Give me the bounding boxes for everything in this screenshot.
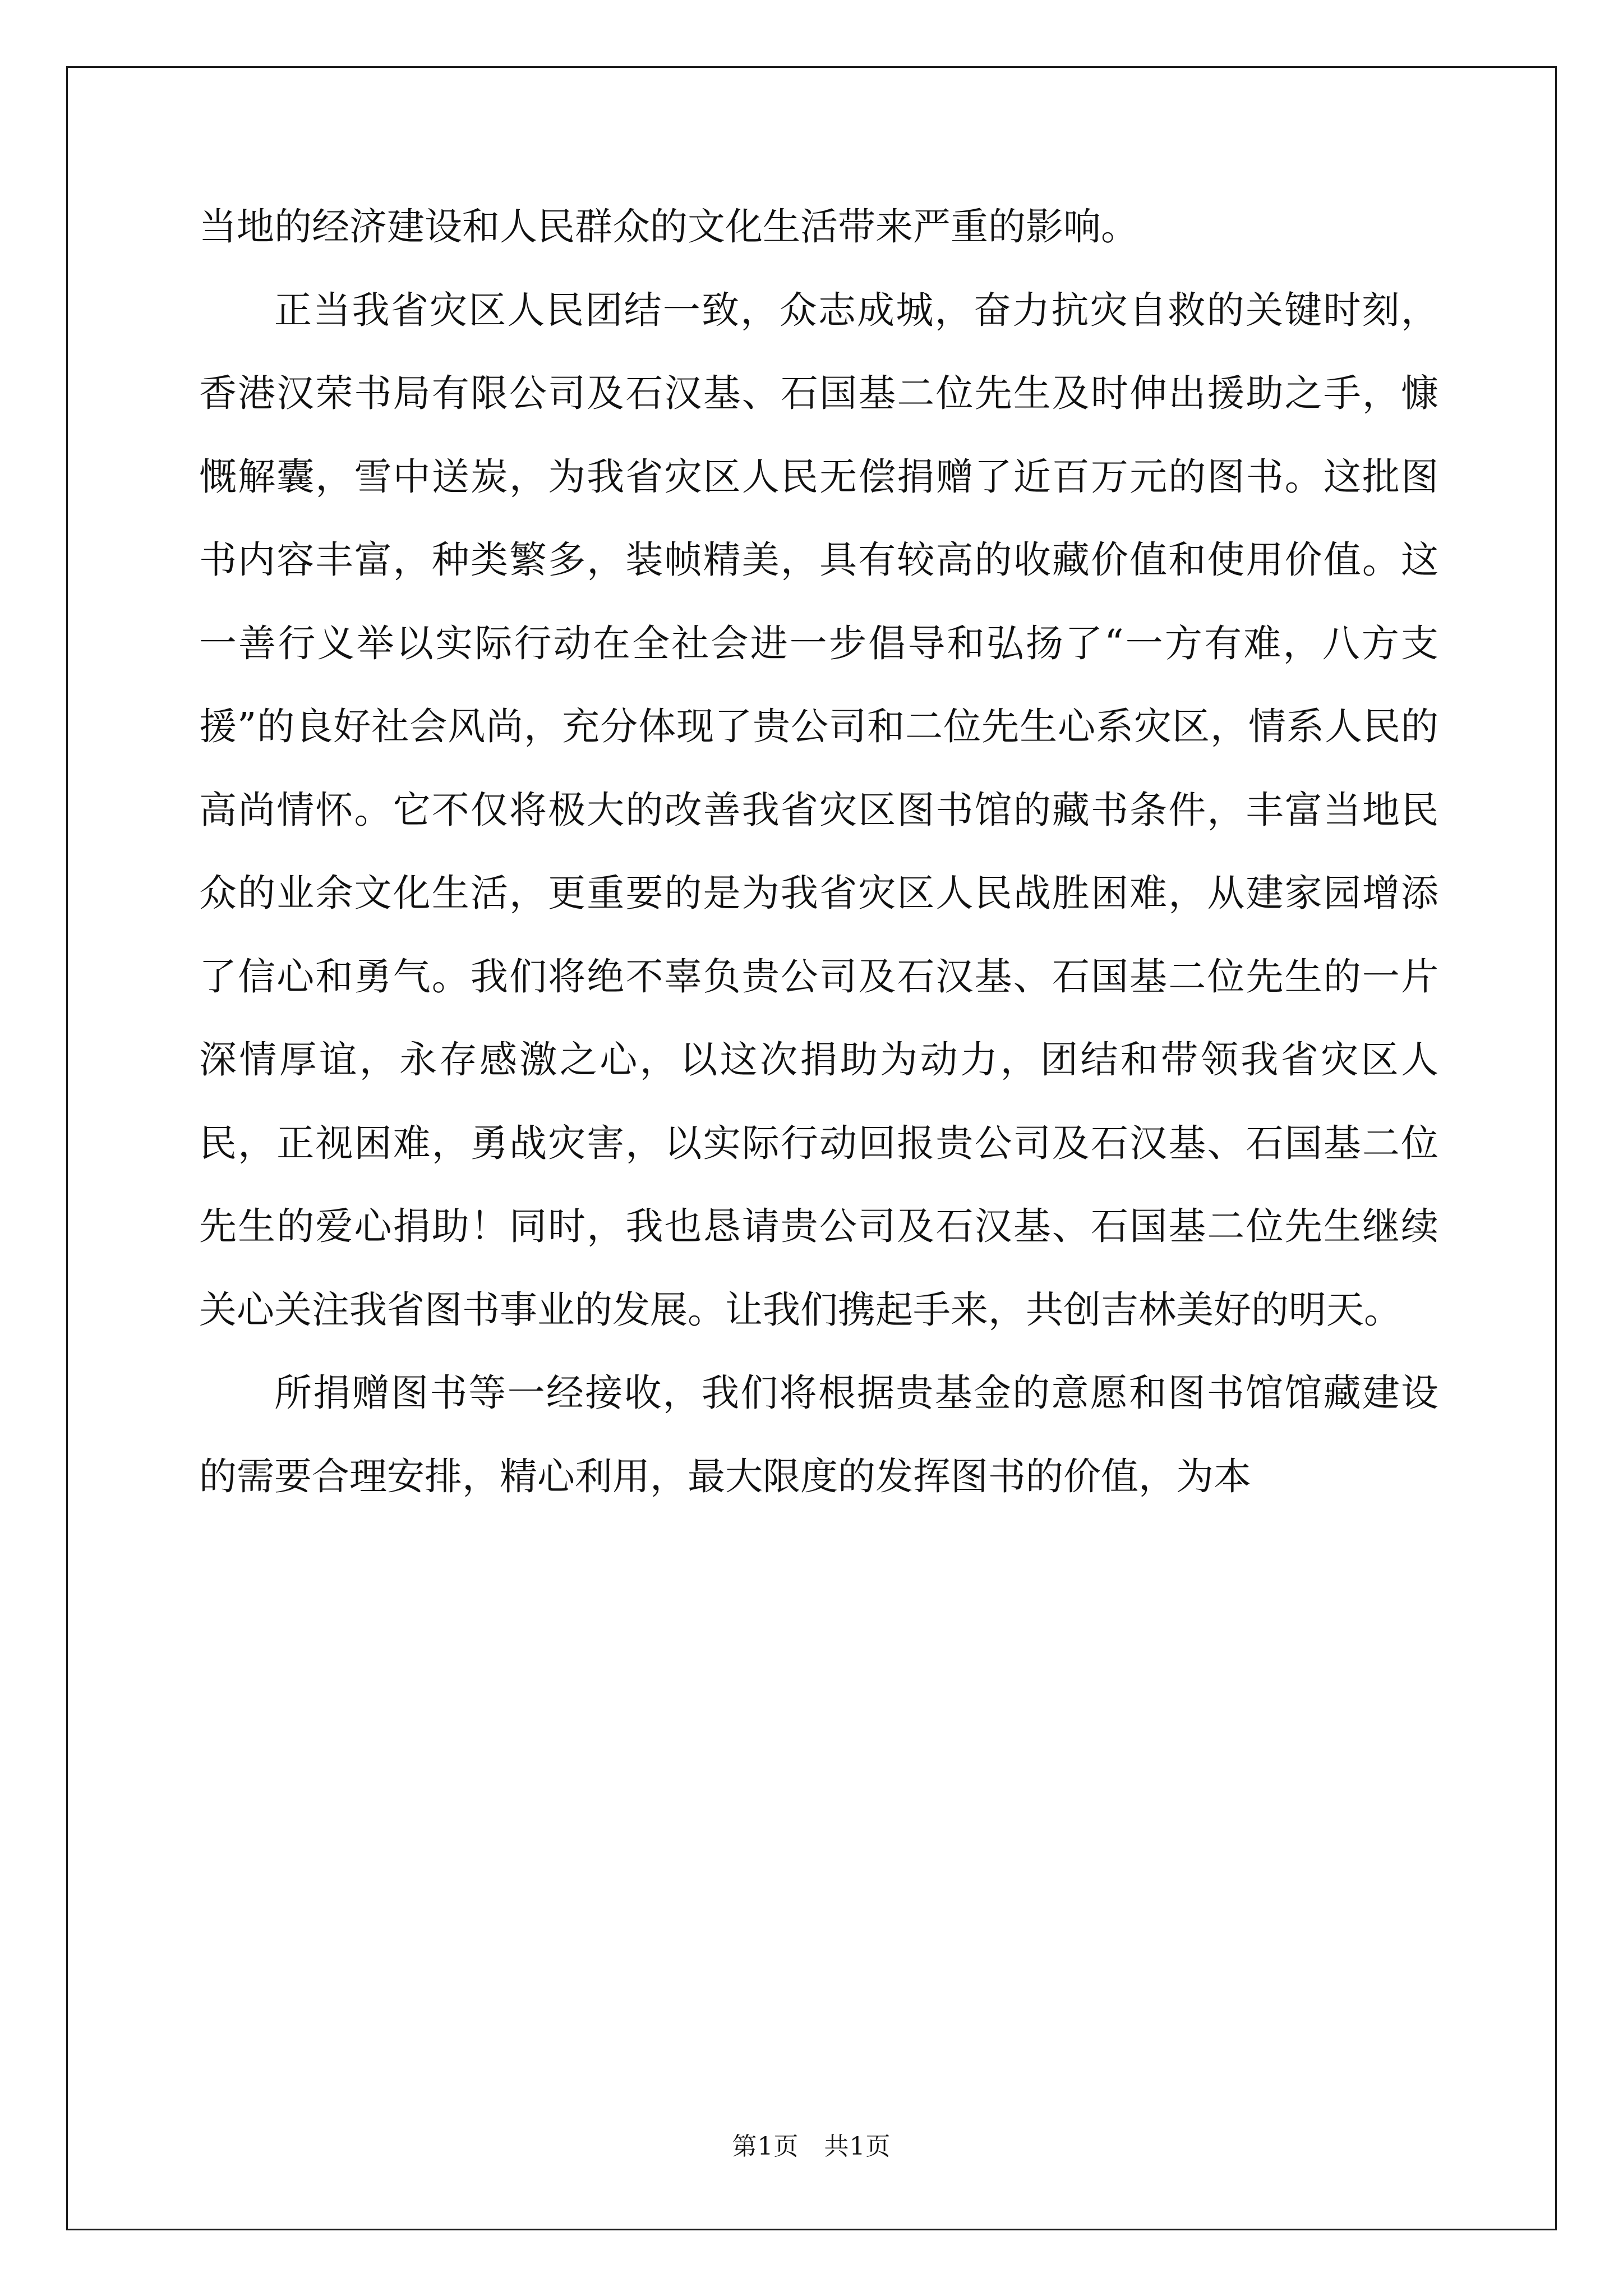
paragraph-3: 所捐赠图书等一经接收，我们将根据贵基金的意愿和图书馆馆藏建设的需要合理安排，精心利用，最大限度的发挥图书的价值，为本 xyxy=(199,1371,1438,1498)
page-footer: 第1页 共1页 xyxy=(732,2132,891,2161)
paragraph-2: 正当我省灾区人民团结一致，众志成城，奋力抗灾自救的关键时刻，香港汉荣书局有限公司及石汉基、石国基二位先生及时伸出援助之手，慷慨解囊，雪中送炭，为我省灾区人民无偿捐赠了近百万元的图书。这批图书内容丰富，种类繁多，装帧精美，具有较高的收藏价值和使用价值。这一善行义举以实际行动在全社会进一步倡导和弘扬了“一方有难，八方支援”的良好社会风尚，充分体现了贵公司和二位先生心系灾区，情系人民的高尚情怀。它不仅将极大的改善我省灾区图书馆的藏书条件，丰富当地民众的业余文化生活，更重要的是为我省灾区人民战胜困难，从建家园增添了信心和勇气。我们将绝不辜负贵公司及石汉基、石国基二位先生的一片深情厚谊，永存感激之心，以这次捐助为动力，团结和带领我省灾区人民，正视困难，勇战灾害，以实际行动回报贵公司及石汉基、石国基二位先生的爱心捐助！同时，我也恳请贵公司及石汉基、石国基二位先生继续关心关注我省图书事业的发展。让我们携起手来，共创吉林美好的明天。 xyxy=(199,288,1438,1332)
paragraph-1: 当地的经济建设和人民群众的文化生活带来严重的影响。 xyxy=(199,205,1138,249)
document-body xyxy=(199,185,1438,1518)
